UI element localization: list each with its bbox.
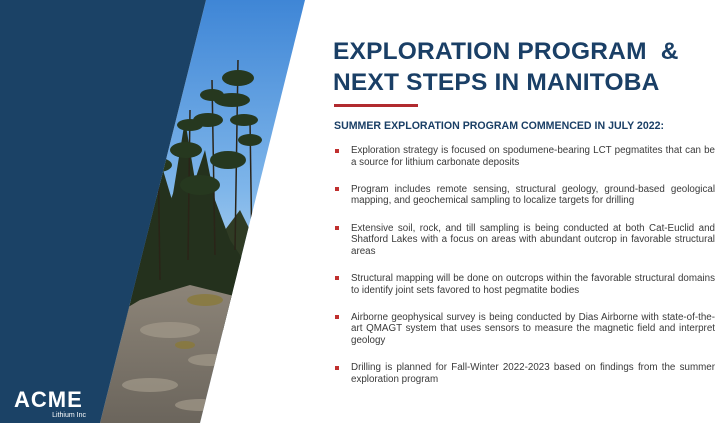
bullet-item — [334, 273, 715, 296]
bullet-text: Drilling is planned for Fall-Winter 2022-2023 based on findings from the summer exploration program — [351, 362, 715, 385]
bullet-text: Airborne geophysical survey is being conducted by Dias Airborne with state-of-the-art QMAGT system that uses sensors to measure the magnetic field and interpret geology — [351, 311, 715, 346]
logo-wordmark: ACME — [14, 387, 83, 412]
bullet-text: Program includes remote sensing, structural geology, ground-based geological mapping, and geochemical sampling to localize targets for drilling — [351, 183, 715, 207]
bullet-text: Structural mapping will be done on outcrops within the favorable structural domains to identify joint sets favored to host pegmatite bodies — [351, 272, 715, 296]
bullet-item — [334, 362, 715, 385]
square-bullet-icon — [335, 315, 339, 319]
bullet-item — [334, 312, 715, 347]
square-bullet-icon — [335, 187, 339, 191]
bullet-list — [334, 145, 715, 401]
bullet-item — [334, 184, 715, 207]
square-bullet-icon — [335, 366, 339, 370]
logo-subtext: Lithium Inc — [52, 412, 86, 419]
square-bullet-icon — [335, 226, 339, 230]
square-bullet-icon — [335, 149, 339, 153]
company-logo — [14, 389, 86, 420]
title-line-2: NEXT STEPS IN MANITOBA — [333, 69, 660, 96]
section-subtitle: SUMMER EXPLORATION PROGRAM COMMENCED IN JULY 2022: — [334, 120, 665, 132]
bullet-item — [334, 223, 715, 258]
bullet-text: Exploration strategy is focused on spodumene-bearing LCT pegmatites that can be a source for lithium carbonate deposits — [351, 145, 715, 168]
bullet-text: Extensive soil, rock, and till sampling is being conducted at both Cat-Euclid and Shatford Lakes with a focus on areas with abundant outcrop in favorable structural areas — [351, 222, 715, 257]
slide-title — [333, 36, 718, 98]
bullet-item — [334, 145, 715, 168]
square-bullet-icon — [335, 276, 339, 280]
title-line-1: EXPLORATION PROGRAM & — [333, 38, 679, 65]
title-underline — [334, 104, 418, 107]
